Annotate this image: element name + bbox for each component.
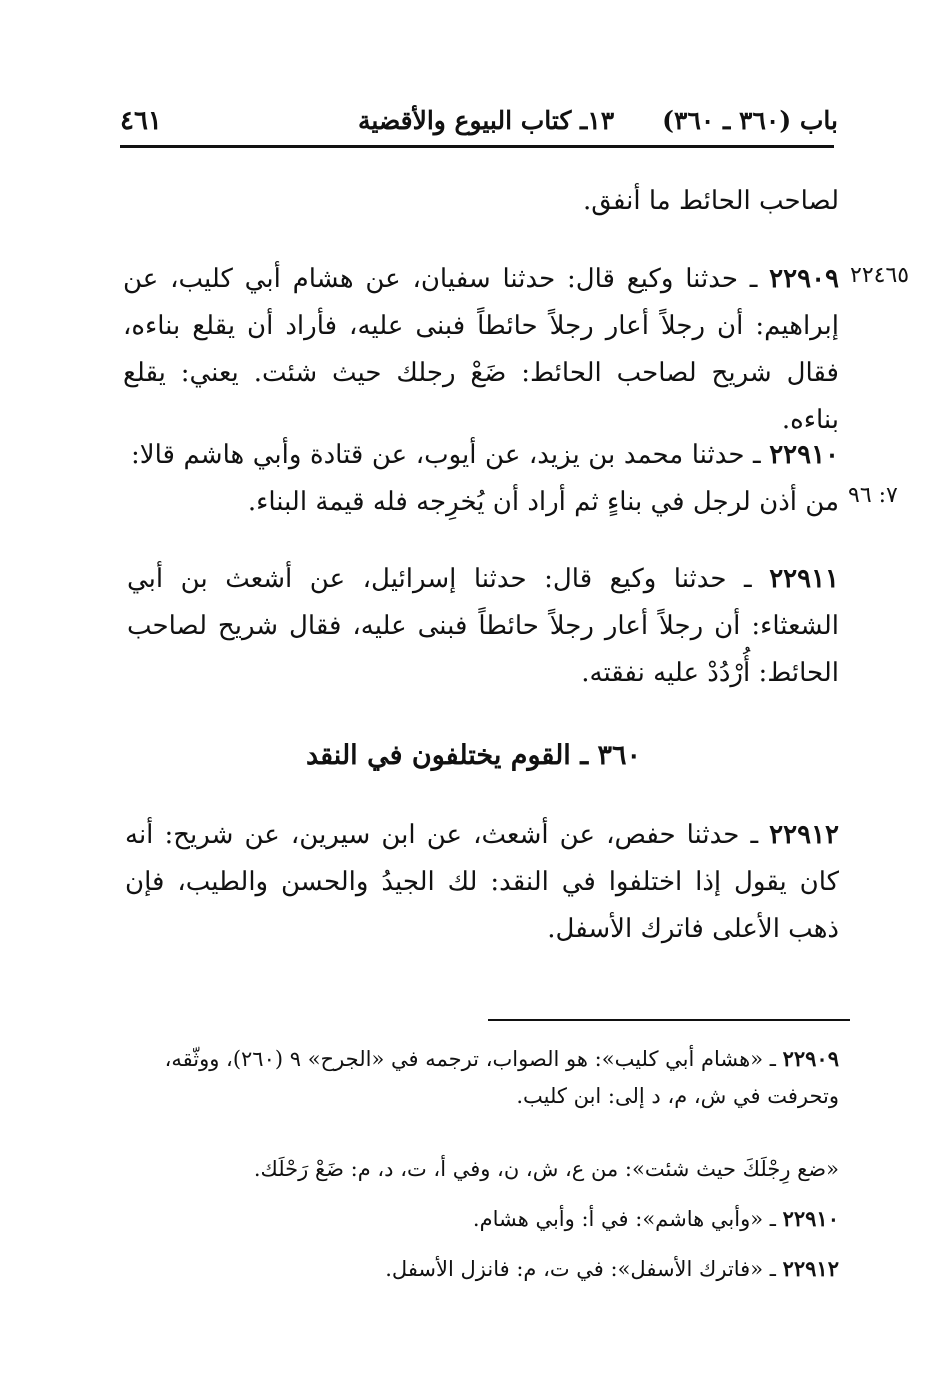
running-header [120, 100, 838, 140]
hadith-number: ٢٢٩٠٩ [769, 264, 839, 294]
header-rule [120, 145, 834, 148]
hadith-text: ـ حدثنا حفص، عن أشعث، عن ابن سيرين، عن شريح: أنه كان يقول إذا اختلفوا في النقد: لك الجيدُ والحسن والطيب، فإن ذهب الأعلى فاترك الأسفل. [125, 820, 839, 944]
hadith-text: ـ حدثنا وكيع قال: حدثنا سفيان، عن هشام أبي كليب، عن إبراهيم: أن رجلاً أعار رجلاً حائطاً فبنى عليه، فأراد أن يقلع بناءه، فقال شريح لصاحب الحائط: ضَعْ رجلك حيث شئت. يعني: يقلع بناءه. [123, 264, 839, 435]
footnote-number: ٢٢٩١٢ [782, 1256, 839, 1281]
paragraph-text: لصاحب الحائط ما أنفق. [583, 186, 839, 216]
footnote-number: ٢٢٩١٠ [782, 1206, 839, 1231]
footnote-text: ـ «فاترك الأسفل»: في ت، م: فانزل الأسفل. [385, 1257, 776, 1281]
hadith-paragraph [131, 432, 839, 526]
hadith-text: ـ حدثنا وكيع قال: حدثنا إسرائيل، عن أشعث بن أبي الشعثاء: أن رجلاً أعار رجلاً حائطاً فبنى عليه، فقال شريح لصاحب الحائط: أُرْدُدْ عليه نفقته. [127, 564, 839, 688]
paragraph-continuation [119, 178, 839, 225]
hadith-number: ٢٢٩١٢ [769, 820, 839, 850]
footnote [129, 1200, 839, 1238]
margin-reference: ٢٢٤٦٥ [850, 263, 910, 288]
hadith-paragraph [125, 812, 839, 953]
footnote-text: ـ «هشام أبي كليب»: هو الصواب، ترجمه في «الجرح» ٩ (٢٦٠)، ووثّقه، وتحرفت في ش، م، د إلى: ابن كليب. [164, 1047, 839, 1108]
footnote-number: ٢٢٩٠٩ [782, 1046, 839, 1071]
hadith-paragraph [123, 256, 839, 444]
page-number: ٤٦١ [120, 106, 162, 136]
hadith-text: ـ حدثنا محمد بن يزيد، عن أيوب، عن قتادة وأبي هاشم قالا: من أذن لرجل في بناءٍ ثم أراد أن يُخرِجه فله قيمة البناء. [131, 440, 839, 517]
footnote [129, 1250, 839, 1288]
hadith-number: ٢٢٩١٠ [769, 440, 840, 470]
footnote-text: «ضع رِجْلَكَ حيث شئت»: من ع، ش، ن، وفي أ، ت، د، م: ضَعْ رَحْلَك. [253, 1157, 839, 1181]
book-title: ١٣ـ كتاب البيوع والأقضية [358, 106, 615, 135]
margin-reference: ٧: ٩٦ [848, 483, 898, 508]
chapter-heading: باب (٣٦٠ ـ ٣٦٠) [662, 106, 838, 135]
footnote [123, 1040, 839, 1115]
footnote-separator [488, 1019, 850, 1021]
section-heading: ٣٦٠ ـ القوم يختلفون في النقد [305, 740, 642, 771]
hadith-number: ٢٢٩١١ [769, 564, 840, 594]
footnote-text: ـ «وأبي هاشم»: في أ: وأبي هشام. [472, 1207, 776, 1231]
footnote [129, 1151, 839, 1188]
hadith-paragraph [127, 556, 839, 697]
